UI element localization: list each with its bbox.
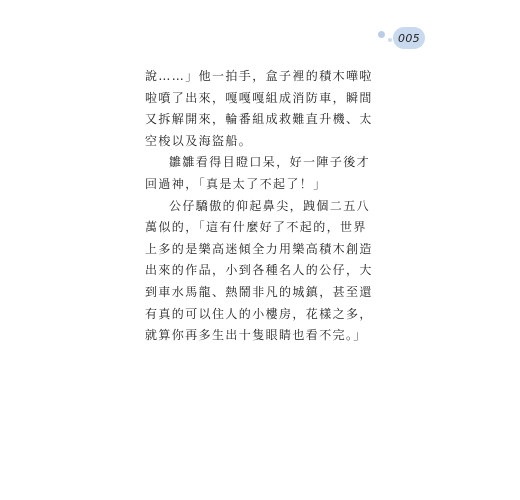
page-number-badge: 005 [393,27,425,49]
paragraph-1: 說……」他一拍手，盒子裡的積木嘩啦啦噴了出來，嘎嘎嘎組成消防車，瞬間又拆解開來，輪番組成救難直升機、太空梭以及海盜船。 [145,69,373,148]
story-text [145,66,380,347]
page-number [372,22,430,56]
paragraph-3: 公仔驕傲的仰起鼻尖，跩個二五八萬似的，「這有什麼好了不起的，世界上多的是樂高迷傾全力用樂高積木創造出來的作品，小到各種名人的公仔，大到車水馬龍、熱鬧非凡的城鎮，甚至還有真的可以住人的小樓房，花樣之多，就算你再多生出十隻眼睛也看不完。」 [145,198,373,343]
decorative-dot-small [388,38,392,42]
paragraph-2: 雛雛看得目瞪口呆，好一陣子後才回過神，「真是太了不起了！」 [145,155,371,191]
decorative-dot [378,31,385,38]
